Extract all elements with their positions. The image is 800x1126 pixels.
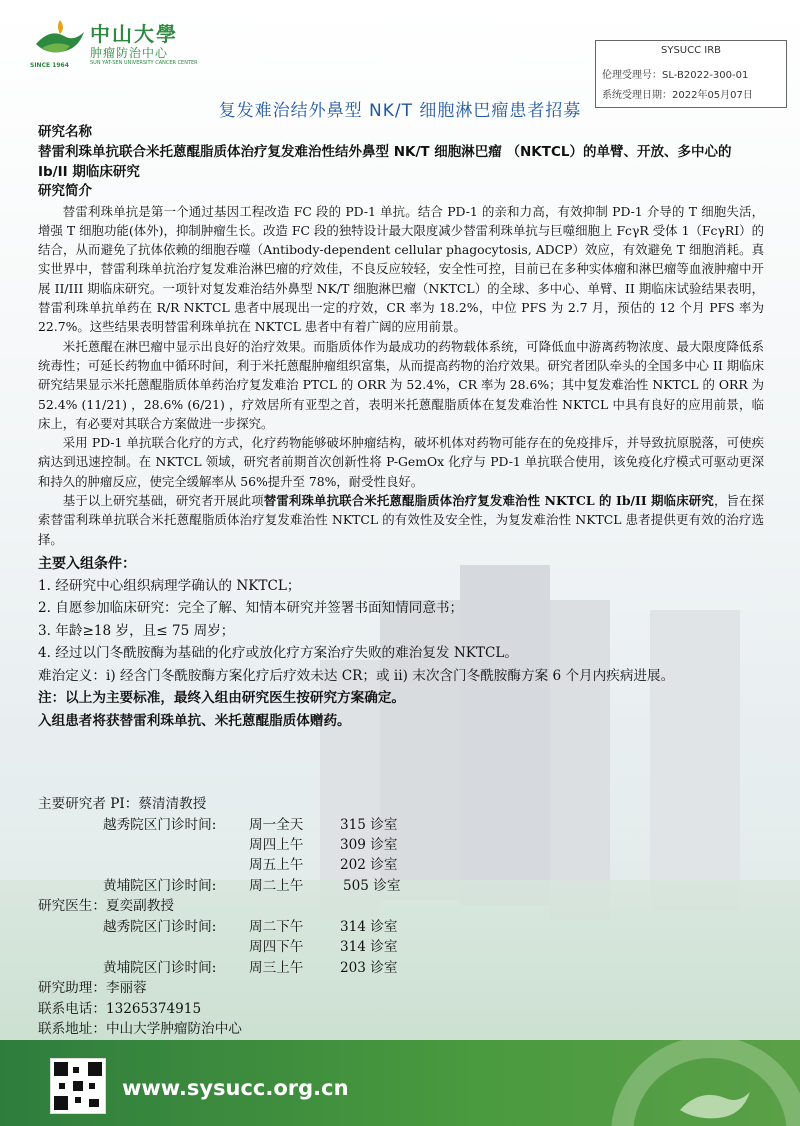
contact-phone[interactable]: 联系电话：13265374915 [38,1001,202,1017]
criteria-item: 4. 经过以门冬酰胺酶为基础的化疗或放化疗方案治疗失败的难治复发 NKTCL。 [38,645,518,662]
doctor-yuexiu-label: 越秀院区门诊时间: [103,919,217,935]
selection-note: 注：以上为主要标准，最终入组由研究医生按研究方案确定。 [38,690,406,707]
pi-yuexiu-room: 315 诊室 [340,817,398,833]
irb-title: SYSUCC IRB [660,45,722,56]
pi-huangpu-label: 黄埔院区门诊时间: [103,878,217,894]
pi-yuexiu-day: 周五上午 [249,857,304,873]
logo-since: SINCE 1964 [30,62,69,69]
p4-study-bold: 替雷利珠单抗联合米托蒽醌脂质体治疗复发难治性 NKTCL 的 Ib/II 期临床研究 [263,493,714,509]
pi-huangpu-room: 505 诊室 [343,878,401,894]
study-name: 替雷利珠单抗联合米托蒽醌脂质体治疗复发难治性结外鼻型 NK/T 细胞淋巴瘤 （NKTCL）的单臂、开放、多中心的 Ib/II 期临床研究 [38,144,732,181]
doctor-yuexiu-room: 314 诊室 [340,919,398,935]
pi-yuexiu-room: 309 诊室 [340,837,398,853]
irb-date: 系统受理日期：2022年05月07日 [602,90,753,101]
qr-code-icon[interactable] [50,1058,106,1114]
pi-huangpu-day: 周二上午 [249,878,304,894]
pi-yuexiu-day: 周一全天 [249,817,304,833]
intro-paragraph-1: 替雷利珠单抗是第一个通过基因工程改造 FC 段的 PD-1 单抗。结合 PD-1 的亲和力高，有效抑制 PD-1 介导的 T 细胞失活，增强 T 细胞功能(体外)，抑制肿瘤生长。改造 FC 段的独特设计最大限度减少替雷利珠单抗与巨噬细胞上 FcγR 受体 1（FcγRI）的结合，从而避免了抗体依赖的细胞吞噬（Antibody-dependent cellular phagocytosis, ADCP）效应，有效避免 T 细胞消耗。真实世界中，替雷利珠单抗治疗复发难治淋巴瘤的疗效佳，不良反应较轻，安全性可控，目前已在多种实体瘤和淋巴瘤等血液肿瘤中开展 II/III 期临床研究。一项针对复发难治结外鼻型 NK/T 细胞淋巴瘤（NKTCL）的全球、多中心、单臂、II 期临床试验结果表明，替雷利珠单抗单药在 R/R NKTCL 患者中展现出一定的疗效，CR 率为 18.2%，中位 PFS 为 2.7 月，预估的 12 个月 PFS 率为 22.7%。这些结果表明替雷利珠单抗在 NKTCL 患者中有着广阔的应用前景。 [38,203,764,335]
pi-yuexiu-label: 越秀院区门诊时间: [103,817,217,833]
logo-subtitle: 肿瘤防治中心 [90,46,169,60]
website-url[interactable]: www.sysucc.org.cn [122,1076,349,1100]
pi-yuexiu-day: 周四上午 [249,837,304,853]
logo-english: SUN YAT-SEN UNIVERSITY CANCER CENTER [90,60,198,66]
irb-ethics-number: 伦理受理号：SL-B2022-300-01 [602,70,749,81]
study-name-heading: 研究名称 [38,124,92,140]
doctor-yuexiu-room: 314 诊室 [340,939,398,955]
main-content [38,123,764,732]
doctor-yuexiu-day: 周四下午 [249,939,304,955]
contact-address: 联系地址：中山大学肿瘤防治中心 [38,1021,242,1037]
p4-suffix: ，旨在探索替雷利珠单抗联合米托蒽醌脂质体治疗复发难治性 NKTCL 的有效性及安全性，为复发难治性 NKTCL 患者提供更有效的治疗选择。 [38,493,765,547]
study-doctor: 研究医生：夏奕副教授 [38,898,174,914]
intro-paragraph-2: 米托蒽醌在淋巴瘤中显示出良好的治疗效果。而脂质体作为最成功的药物载体系统，可降低血中游离药物浓度、最大限度降低系统毒性；可延长药物血中循环时间，利于米托蒽醌肿瘤组织富集，从而提高药物的治疗效果。研究者团队牵头的全国多中心 II 期临床研究结果显示米托蒽醌脂质体单药治疗复发难治 PTCL 的 ORR 为 52.4%，CR 率为 28.6%；其中复发难治性 NKTCL 的 ORR 为 52.4% (11/21) ，28.6% (6/21) ，疗效居所有亚型之首，表明米托蒽醌脂质体在复发难治性 NKTCL 中具有良好的应用前景，临床上，有必要对其联合方案做进一步探究。 [38,338,764,431]
sysucc-seal-icon [600,1040,800,1126]
intro-paragraph-3: 采用 PD-1 单抗联合化疗的方式，化疗药物能够破坏肿瘤结构，破坏机体对药物可能存在的免疫排斥，并导致抗原脱落，可使疾病达到迅速控制。在 NKTCL 领域，研究者前期首次创新性将 P-GemOx 化疗与 PD-1 单抗联合使用，该免疫化疗模式可驱动更深和持久的肿瘤反应，使完全缓解率从 56%提升至 78%，耐受性良好。 [38,435,764,489]
intro-heading: 研究简介 [38,183,92,200]
p4-prefix: 基于以上研究基础，研究者开展此项 [62,493,264,509]
principal-investigator: 主要研究者 PI：蔡清清教授 [38,796,207,812]
criteria-item: 3. 年龄≥18 岁，且≤ 75 周岁； [38,622,235,639]
research-assistant: 研究助理：李丽蓉 [38,980,147,996]
doctor-huangpu-room: 203 诊室 [340,960,398,976]
refractory-definition: 难治定义：i) 经含门冬酰胺酶方案化疗后疗效未达 CR；或 ii) 末次含门冬酰胺酶方案 6 个月内疾病进展。 [38,667,675,684]
doctor-huangpu-day: 周三上午 [249,960,304,976]
criteria-heading: 主要入组条件： [38,555,136,572]
logo-name: 中山大學 [90,22,178,46]
free-drug-note: 入组患者将获替雷利珠单抗、米托蒽醌脂质体赠药。 [38,712,351,729]
page-title: 复发难治结外鼻型 NK/T 细胞淋巴瘤患者招募 [218,101,582,121]
doctor-huangpu-label: 黄埔院区门诊时间: [103,960,217,976]
pi-yuexiu-room: 202 诊室 [340,857,398,873]
doctor-yuexiu-day: 周二下午 [249,919,304,935]
criteria-item: 2. 自愿参加临床研究：完全了解、知情本研究并签署书面知情同意书； [38,600,464,617]
intro-paragraph-4 [38,491,764,549]
criteria-item: 1. 经研究中心组织病理学确认的 NKTCL； [38,577,301,594]
